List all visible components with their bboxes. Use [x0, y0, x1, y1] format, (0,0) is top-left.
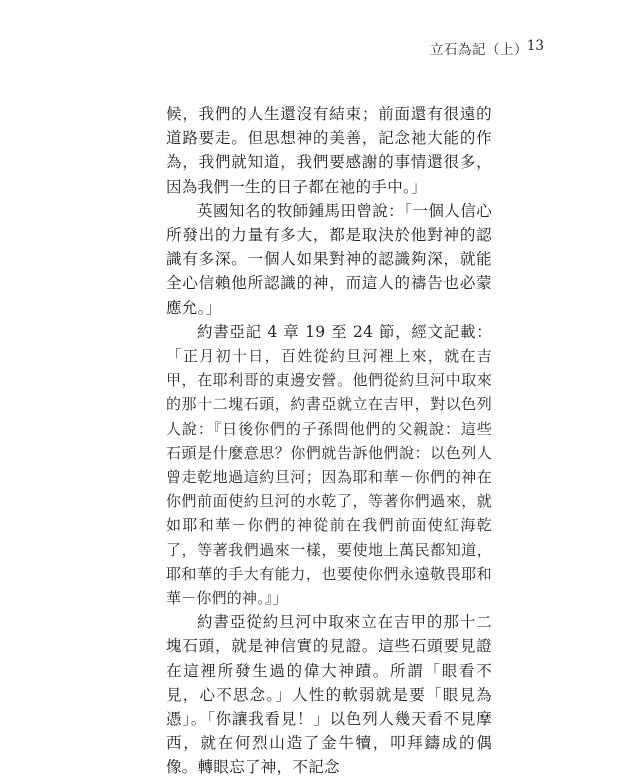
paragraph-continuation: 候，我們的人生還沒有結束；前面還有很遠的道路要走。但思想神的美善，記念祂大能的作為，我們就知道，我們要感謝的事情還很多，因為我們一生的日子都在祂的手中。」: [166, 105, 492, 196]
scripture-reference: 約書亞記 4 章 19 至 24 節，經文記載：「: [166, 322, 492, 366]
running-title: 立石為記（上）: [430, 42, 528, 58]
page-number: 13: [526, 38, 544, 54]
scripture-quote: 正月初十日，百姓從約旦河裡上來，就在吉甲，在耶利哥的東邊安營。他們從約旦河中取來的那十二塊石頭，約書亞就立在吉甲，對以色列人說：『日後你們的子孫問他們的父親說：這些石頭是什麼意思？你們就告訴他們說：以色列人曾走乾地過這約旦河；因為耶和華－你們的神在你們前面使約旦河的水乾了，等著你們過來，就如耶和華－你們的神從前在我們前面使紅海乾了，等著我們過來一樣，要使地上萬民都知道，耶和華的手大有能力，也要使你們永遠敬畏耶和華－你們的神。』」: [166, 347, 492, 608]
body-text: [166, 102, 492, 780]
paragraph-quote-lloyd-jones: 英國知名的牧師鍾馬田曾說：「一個人信心所發出的力量有多大，都是取決於他對神的認識有多深。一個人如果對神的認識夠深，就能全心信賴他所認識的神，而這人的禱告也必蒙應允。」: [166, 201, 492, 317]
paragraph-twelve-stones: 約書亞從約旦河中取來立在吉甲的那十二塊石頭，就是神信實的見證。這些石頭要見證在這裡所發生過的偉大神蹟。所謂「眼看不見，心不思念。」人性的軟弱就是要「眼見為憑」。「你讓我看見！」以色列人幾天看不見摩西，就在何烈山造了金牛犢，叩拜鑄成的偶像。轉眼忘了神，不記念: [166, 613, 492, 777]
paragraph-scripture: [166, 320, 492, 610]
